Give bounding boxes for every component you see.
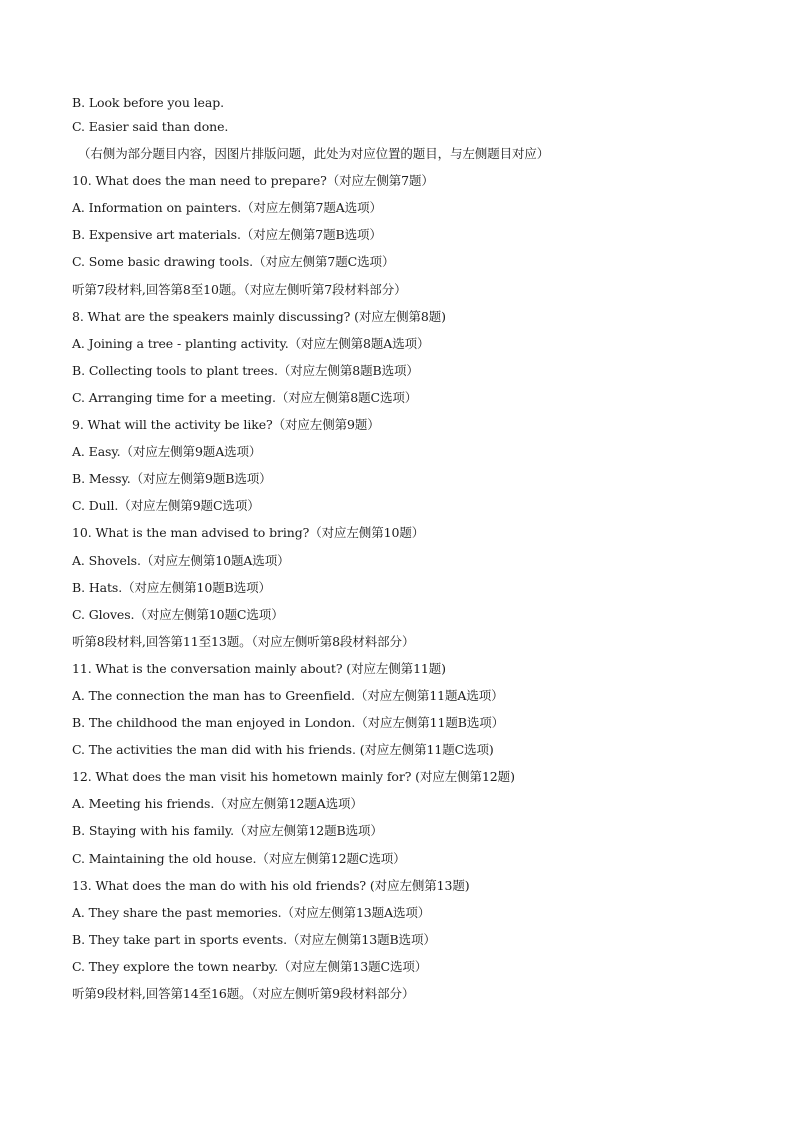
question-line: 12. What does the man visit his hometown mainly for? (对应左侧第12题) [72, 769, 515, 785]
option-line: B. They take part in sports events.（对应左侧第13题B选项） [72, 931, 436, 947]
question-line: 13. What does the man do with his old friends? (对应左侧第13题) [72, 877, 470, 893]
option-line: B. Messy.（对应左侧第9题B选项） [72, 471, 272, 487]
question-line: 10. What is the man advised to bring?（对应左侧第10题） [72, 525, 425, 541]
option-line: C. Arranging time for a meeting.（对应左侧第8题C选项） [72, 389, 418, 405]
option-line: C. The activities the man did with his friends. (对应左侧第11题C选项) [72, 742, 494, 758]
option-line: B. Look before you leap. [72, 95, 224, 110]
option-line: A. Meeting his friends.（对应左侧第12题A选项） [72, 796, 363, 812]
option-line: B. The childhood the man enjoyed in London.（对应左侧第11题B选项） [72, 715, 505, 731]
option-line: C. Easier said than done. [72, 119, 229, 134]
question-line: 11. What is the conversation mainly about? (对应左侧第11题) [72, 660, 446, 676]
option-line: A. They share the past memories.（对应左侧第13题A选项） [72, 904, 431, 920]
option-line: A. Information on painters.（对应左侧第7题A选项） [72, 200, 382, 216]
option-line: C. Gloves.（对应左侧第10题C选项） [72, 606, 284, 622]
editor-note: （右侧为部分题目内容，因图片排版问题，此处为对应位置的题目，与左侧题目对应） [78, 146, 550, 162]
question-line: 9. What will the activity be like?（对应左侧第9题） [72, 417, 380, 433]
section-heading: 听第7段材料,回答第8至10题。（对应左侧听第7段材料部分） [72, 281, 407, 297]
option-line: B. Expensive art materials.（对应左侧第7题B选项） [72, 227, 382, 243]
option-line: C. Some basic drawing tools.（对应左侧第7题C选项） [72, 254, 395, 270]
question-line: 10. What does the man need to prepare?（对应左侧第7题） [72, 173, 434, 189]
option-line: B. Staying with his family.（对应左侧第12题B选项） [72, 823, 383, 839]
option-line: A. The connection the man has to Greenfield.（对应左侧第11题A选项） [72, 687, 504, 703]
question-line: 8. What are the speakers mainly discussing? (对应左侧第8题) [72, 308, 446, 324]
option-line: C. Dull.（对应左侧第9题C选项） [72, 498, 260, 514]
option-line: C. They explore the town nearby.（对应左侧第13题C选项） [72, 958, 428, 974]
option-line: A. Easy.（对应左侧第9题A选项） [72, 444, 262, 460]
option-line: C. Maintaining the old house.（对应左侧第12题C选项） [72, 850, 406, 866]
document-body [72, 92, 762, 1010]
section-heading: 听第9段材料,回答第14至16题。（对应左侧听第9段材料部分） [72, 986, 415, 1001]
option-line: B. Hats.（对应左侧第10题B选项） [72, 579, 271, 595]
option-line: B. Collecting tools to plant trees.（对应左侧第8题B选项） [72, 362, 419, 378]
option-line: A. Joining a tree - planting activity.（对应左侧第8题A选项） [72, 335, 430, 351]
section-heading: 听第8段材料,回答第11至13题。（对应左侧听第8段材料部分） [72, 633, 415, 649]
option-line: A. Shovels.（对应左侧第10题A选项） [72, 552, 290, 568]
